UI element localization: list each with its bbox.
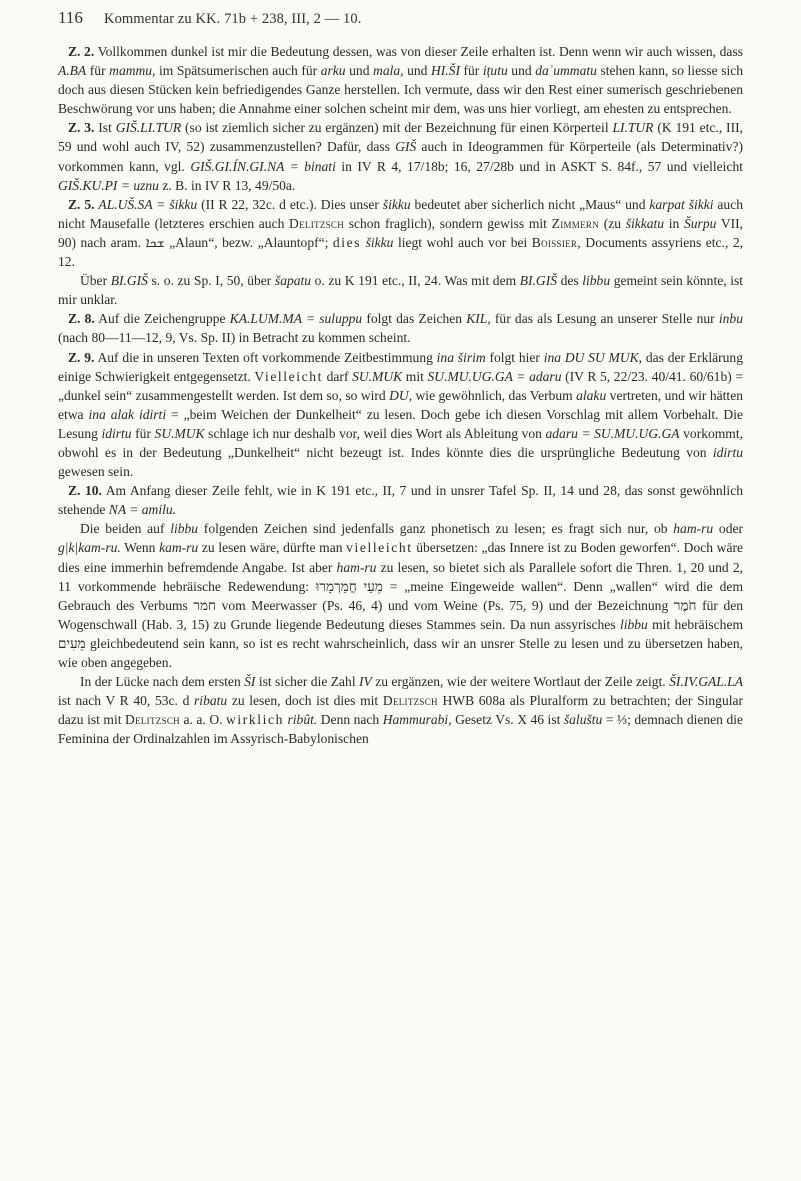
text-run: oder	[713, 521, 743, 537]
transliteration: šikkatu	[625, 215, 665, 231]
transliteration: daʾummatu	[535, 63, 597, 79]
note-paragraph	[58, 42, 743, 118]
text-run: Am Anfang dieser Zeile fehlt, wie in K 191 etc., II, 7 und in unsrer Tafel Sp. II, 14 und 28, das sonst gewöhnlich stehende	[58, 483, 743, 518]
text-run: schlage ich nur deshalb vor, weil dies Wort als Ableitung von	[204, 425, 546, 441]
transliteration: mammu,	[109, 63, 156, 79]
note-label: Z. 9.	[68, 349, 95, 365]
text-run: = „beim Weichen der Dunkelheit“ zu lesen. Doch gebe ich diesen Vorschlag mit allem Vorbehalt. Die Lesung	[58, 406, 743, 441]
transliteration: alaku	[576, 387, 607, 403]
text-run: vorkommt, obwohl es in der Bedeutung „Dunkelheit“ nicht bezeugt ist. Indes könnte dies die ursprüngliche Bedeutung von	[58, 425, 743, 460]
text-run: s. o. zu Sp. I, 50, über	[147, 273, 275, 289]
transliteration: BI.GIŠ	[519, 273, 557, 289]
text-run: Die beiden auf	[80, 521, 171, 537]
text-run: gewesen sein.	[58, 464, 134, 480]
transliteration: KIL,	[466, 311, 491, 327]
text-run: für	[86, 63, 110, 79]
text-run: Wenn	[120, 540, 160, 556]
author-name: Delitzsch	[125, 712, 180, 728]
transliteration: ham-ru	[336, 559, 377, 575]
transliteration: libbu	[619, 616, 648, 632]
transliteration: BI.GIŠ	[110, 273, 148, 289]
text-run: In der Lücke nach dem ersten	[80, 674, 245, 690]
transliteration: g|k|kam-ru.	[58, 540, 121, 556]
text-run: ist nach V R 40, 53c. d	[58, 693, 195, 709]
note-continuation	[58, 672, 743, 748]
transliteration: IV	[359, 674, 372, 690]
transliteration: šapatu	[274, 273, 312, 289]
text-run: darf	[323, 368, 353, 384]
text-run: zu lesen wäre, dürfte man	[198, 540, 347, 556]
note-label: Z. 10.	[68, 483, 102, 499]
note-label: Z. 5.	[68, 196, 95, 212]
transliteration: DU,	[389, 387, 413, 403]
text-run: HWB 608a als Pluralform zu betrachten; der Singular dazu ist mit	[58, 693, 744, 728]
text-run: ist sicher die Zahl	[255, 674, 360, 690]
note-label: Z. 2.	[68, 44, 95, 59]
text-run: mit hebräischem	[647, 616, 744, 632]
transliteration: libbu	[582, 273, 611, 289]
text-run: Ist	[94, 120, 116, 136]
transliteration: A.BA	[58, 63, 87, 79]
transliteration: adaru = SU.MU.UG.GA	[545, 425, 680, 441]
text-run: für den Wogenschwall (Hab. 3, 15) zu Grunde liegende Bedeutung dieses Stammes sein. Da nun assyrisches	[58, 597, 744, 632]
page-number: 116	[58, 8, 83, 27]
text-run: und	[345, 63, 374, 79]
text-run: (K 191 etc., III, 59 und wohl auch IV, 52) zusammenzustellen? Dafür, dass	[58, 120, 743, 155]
transliteration: Hammurabi,	[382, 712, 452, 728]
transliteration: GIŠ.KU.PI = uznu	[58, 177, 159, 193]
text-run: a. a. O.	[179, 712, 227, 728]
note-label: Z. 8.	[68, 311, 95, 327]
text-run: = ⅓; demnach dienen die Feminina der Ordinalzahlen im Assyrisch-Babylonischen	[58, 712, 743, 747]
text-run: (nach 80—11—12, 9, Vs. Sp. II) in Betracht zu kommen scheint.	[58, 330, 411, 346]
note-paragraph	[58, 118, 743, 194]
transliteration: arku	[320, 63, 346, 79]
note-paragraph	[58, 309, 743, 347]
note-paragraph	[58, 195, 743, 271]
text-run: = „meine Eingeweide wallen“. Denn „wallen“ wird die dem Gebrauch des Verbums	[58, 578, 743, 613]
hebrew-text: חֹמֶר	[673, 597, 697, 613]
transliteration: ham-ru	[673, 521, 714, 537]
author-name: Boissier,	[531, 234, 581, 250]
text-run: folgt hier	[485, 349, 544, 365]
text-run: und	[507, 63, 536, 79]
commentary-body	[58, 42, 743, 748]
author-name: Zimmern	[551, 215, 600, 231]
transliteration: LI.TUR	[612, 120, 654, 136]
transliteration: šikku	[382, 196, 411, 212]
text-run: z. B. in IV R 13, 49/50a.	[158, 177, 296, 193]
transliteration: idirtu	[712, 444, 743, 460]
transliteration: ina alak idirti	[88, 406, 167, 422]
text-run: in IV R 4, 17/18b; 16, 27/28b und in ASKT S. 84f., 57 und vielleicht	[335, 158, 743, 174]
text-run: Über	[80, 273, 111, 289]
syriac-text: ܫܟܐ	[145, 234, 165, 250]
transliteration: SU.MU.UG.GA = adaru	[427, 368, 562, 384]
text-run: Auf die Zeichengruppe	[94, 311, 230, 327]
note-paragraph	[58, 481, 743, 519]
transliteration: ribatu	[194, 693, 228, 709]
text-run: „Alaun“, bezw. „Alauntopf“;	[164, 234, 333, 250]
note-continuation	[58, 271, 743, 309]
text-run: zu ergänzen, wie der weitere Wortlaut der Zeile zeigt.	[371, 674, 670, 690]
text-run: dies	[332, 234, 362, 250]
transliteration: ina širim	[436, 349, 486, 365]
transliteration: ribût.	[287, 712, 318, 728]
text-run: Denn nach	[317, 712, 383, 728]
author-name: Delitzsch	[289, 215, 345, 231]
transliteration: libbu	[170, 521, 199, 537]
text-run: im Spätsumerischen auch für	[155, 63, 321, 79]
text-run: folgt das Zeichen	[362, 311, 467, 327]
text-run: liegt wohl auch vor bei	[393, 234, 532, 250]
hebrew-text: מֵעִים	[58, 635, 86, 651]
text-run: wirklich	[226, 712, 284, 728]
text-run: wie gewöhnlich, das Verbum	[412, 387, 577, 403]
running-head	[58, 8, 743, 36]
note-paragraph	[58, 348, 743, 482]
transliteration: ițutu	[482, 63, 508, 79]
text-run: für	[459, 63, 483, 79]
text-run: VII, 90) nach aram.	[58, 215, 744, 250]
text-run: (zu	[599, 215, 626, 231]
text-run: Documents assyriens etc., 2, 12.	[58, 234, 743, 270]
text-run: o. zu K 191 etc., II, 24. Was mit dem	[311, 273, 520, 289]
hebrew-text: חמר	[193, 597, 217, 613]
text-run: folgenden Zeichen sind jedenfalls ganz phonetisch zu lesen; es fragt sich nur, ob	[198, 521, 674, 537]
text-run: das der Erklärung einige Schwierigkeit entgegensetzt.	[58, 349, 743, 384]
text-run: in	[664, 215, 684, 231]
note-label: Z. 3.	[68, 120, 95, 136]
text-run: gleichbedeutend sein kann, so ist es recht wahrscheinlich, dass wir an unsrer Stelle zu lesen und zu übersetzen haben, wie oben angegeben.	[58, 635, 743, 670]
text-run: Auf die in unseren Texten oft vorkommende Zeitbestimmung	[94, 349, 437, 365]
transliteration: kam-ru	[159, 540, 199, 556]
running-title: Kommentar zu KK. 71b + 238, III, 2 — 10.	[104, 11, 362, 27]
text-run: schon fraglich), sondern gewiss mit	[344, 215, 552, 231]
transliteration: GIŠ.GI.ÍN.GI.NA = binati	[190, 158, 336, 174]
text-run: gemeint sein könnte, ist mir unklar.	[58, 273, 744, 308]
text-run: des	[556, 273, 583, 289]
text-run: vom Meerwasser (Ps. 46, 4) und vom Weine (Ps. 75, 9) und der Bezeichnung	[216, 597, 674, 613]
text-run: zu lesen, so bietet sich als Parallele sofort die Thren. 1, 20 und 2, 11 vorkommende hebräische Redewendung:	[58, 559, 743, 594]
transliteration: šikku	[365, 234, 394, 250]
note-continuation	[58, 519, 743, 672]
transliteration: ina DU SU MUK,	[543, 349, 643, 365]
text-run: (IV R 5, 22/23. 40/41. 60/61b) = „dunkel sein“ zusammengestellt werden. Ist dem so, so wird	[58, 368, 744, 403]
transliteration: ŠI	[244, 674, 256, 690]
text-run: bedeutet aber sicherlich nicht „Maus“ und	[410, 196, 650, 212]
text-run: stehen kann, so liesse sich doch aus diesen Stücken kein befriedigendes Ganze herstellen. Ich vermute, dass wir den Rest einer sumerisch geschriebenen Beschwörung vor uns haben; die Annahme einer solchen scheint mir dem, was uns hier vorliegt, am ehesten zu entsprechen.	[58, 63, 744, 117]
text-run: vertreten, und wir hätten etwa	[58, 387, 743, 422]
text-run: (II R 22, 32c. d etc.). Dies unser	[197, 196, 383, 212]
text-run: mit	[402, 368, 428, 384]
transliteration: inbu	[718, 311, 743, 327]
text-run: (so ist ziemlich sicher zu ergänzen) mit der Bezeichnung für einen Körperteil	[181, 120, 613, 136]
transliteration: NA = amilu.	[108, 502, 177, 518]
transliteration: GIŠ	[395, 139, 417, 155]
text-run: zu lesen, doch ist dies mit	[227, 693, 383, 709]
transliteration: ŠI.IV.GAL.LA	[669, 674, 743, 690]
transliteration: šaluštu	[563, 712, 603, 728]
transliteration: Šurpu	[684, 215, 717, 231]
transliteration: SU.MUK	[352, 368, 403, 384]
transliteration: AL.UŠ.SA = šikku	[98, 196, 198, 212]
hebrew-text: מֵעַי חֳמַרְמָרוּ	[315, 578, 383, 594]
transliteration: KA.LUM.MA = suluppu	[229, 311, 363, 327]
transliteration: karpat šikki	[649, 196, 714, 212]
transliteration: mala,	[373, 63, 404, 79]
text-run: Vielleicht	[254, 368, 323, 384]
author-name: Delitzsch	[382, 693, 438, 709]
text-run: auch in Ideogrammen für Körperteile (als Determinativ?) vorkommen kann, vgl.	[58, 139, 743, 174]
text-run: vielleicht	[346, 540, 413, 556]
text-run: für	[131, 425, 155, 441]
text-run: Gesetz Vs. X 46 ist	[451, 712, 564, 728]
transliteration: SU.MUK	[154, 425, 205, 441]
transliteration: HI.ŠI	[430, 63, 460, 79]
transliteration: GIŠ.LI.TUR	[115, 120, 182, 136]
text-run: Vollkommen dunkel ist mir die Bedeutung dessen, was von dieser Zeile erhalten ist. Denn wenn wir auch wissen, dass	[94, 44, 743, 59]
text-run: und	[403, 63, 431, 79]
text-run: für das als Lesung an unserer Stelle nur	[490, 311, 719, 327]
text-run: übersetzen: „das Innere ist zu Boden geworfen“. Doch wäre dies eine immerhin befremdende Angabe. Ist aber	[58, 540, 743, 575]
text-run: auch nicht Mausefalle (letzteres erschien auch	[58, 196, 743, 231]
transliteration: idirtu	[101, 425, 132, 441]
